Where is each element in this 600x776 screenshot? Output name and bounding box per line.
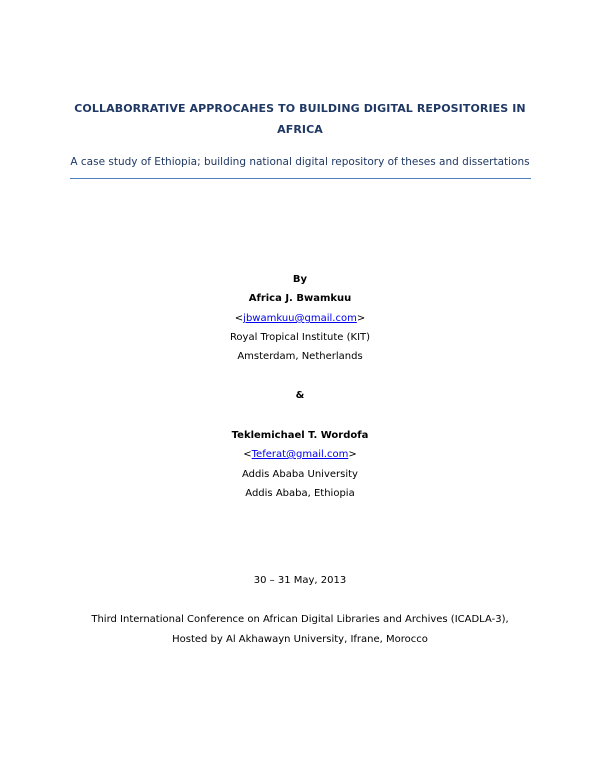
title-divider: [70, 178, 531, 179]
author2-email-link[interactable]: Teferat@gmail.com: [251, 449, 349, 460]
byline: By: [292, 274, 308, 285]
paper-title: COLLABORRATIVE APPROCAHES TO BUILDING DIGITAL REPOSITORIES IN AFRICA: [74, 102, 526, 136]
author2-affiliation: Addis Ababa University: [242, 469, 358, 480]
author1-name: Africa J. Bwamkuu: [248, 293, 352, 304]
author1-email-link[interactable]: jbwamkuu@gmail.com: [243, 313, 357, 324]
conference-name: Third International Conference on African Digital Libraries and Archives (ICADLA-3),: [91, 614, 509, 625]
author1-location: Amsterdam, Netherlands: [237, 351, 363, 362]
author1-affiliation: Royal Tropical Institute (KIT): [229, 332, 371, 343]
author2-location: Addis Ababa, Ethiopia: [245, 488, 355, 499]
author2-email-line: <Teferat@gmail.com>: [243, 449, 357, 460]
author2-name: Teklemichael T. Wordofa: [231, 430, 369, 441]
author-separator: &: [295, 390, 305, 401]
conference-date: 30 – 31 May, 2013: [253, 575, 347, 586]
paper-subtitle: A case study of Ethiopia; building national digital repository of theses and dissertations: [70, 156, 530, 168]
conference-host: Hosted by Al Akhawayn University, Ifrane, Morocco: [172, 634, 428, 645]
author1-email-line: <jbwamkuu@gmail.com>: [234, 313, 366, 324]
